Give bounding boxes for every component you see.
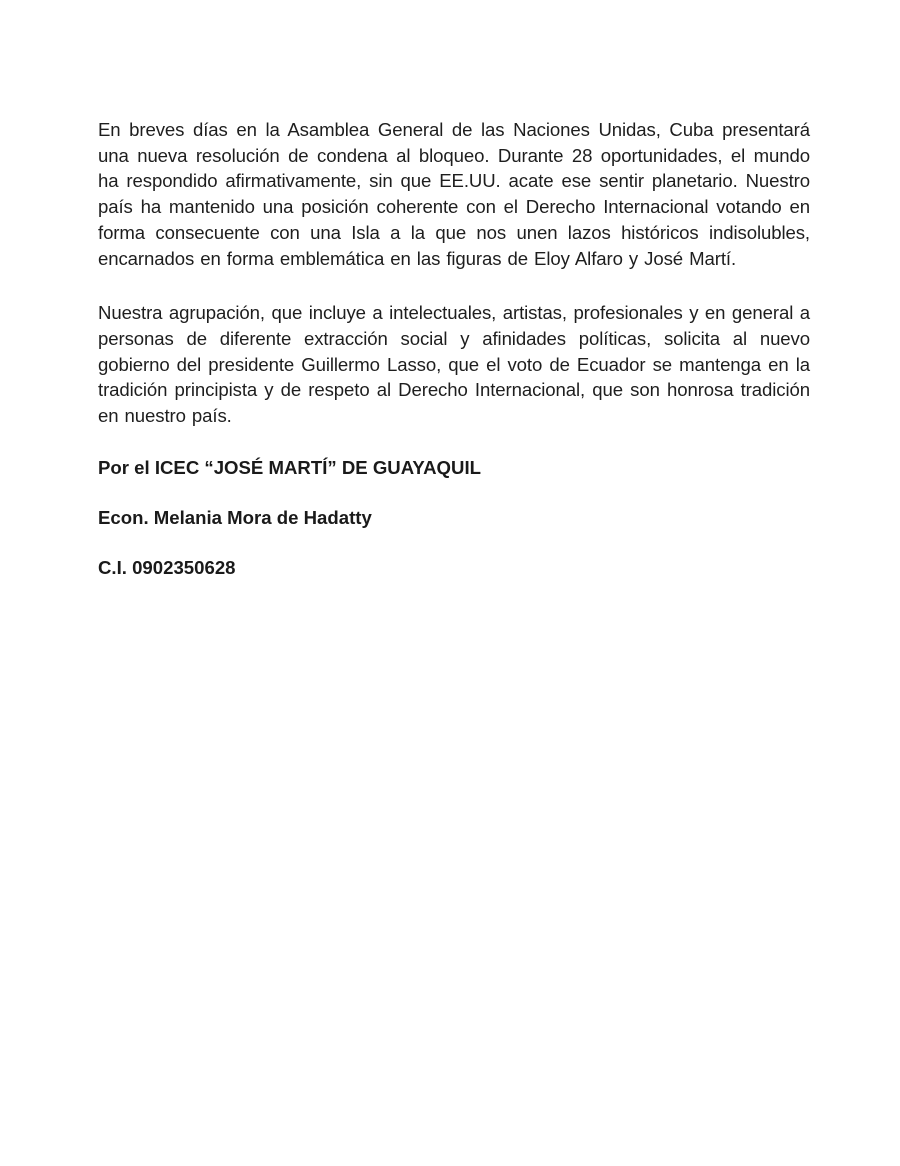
- signature-organization: Por el ICEC “JOSÉ MARTÍ” DE GUAYAQUIL: [98, 456, 481, 478]
- paragraph-resolution: En breves días en la Asamblea General de las Naciones Unidas, Cuba presentará una nueva resolución de condena al bloqueo. Durante 28 oportunidades, el mundo ha respondido afirmativamente, sin que EE.UU. acate ese sentir planetario. Nuestro país ha mantenido una posición coherente con el Derecho Internacional votando en forma consecuente con una Isla a la que nos unen lazos históricos indisolubles, encarnados en forma emblemática en las figuras de Eloy Alfaro y José Martí.: [98, 119, 810, 269]
- paragraph-request: Nuestra agrupación, que incluye a intelectuales, artistas, profesionales y en general a personas de diferente extracción social y afinidades políticas, solicita al nuevo gobierno del presidente Guillermo Lasso, que el voto de Ecuador se mantenga en la tradición principista y de respeto al Derecho Internacional, que son honrosa tradición en nuestro país.: [98, 302, 810, 427]
- letter-body: [98, 117, 810, 580]
- signature-id-number: C.I. 0902350628: [98, 556, 236, 578]
- signature-name: Econ. Melania Mora de Hadatty: [98, 506, 372, 528]
